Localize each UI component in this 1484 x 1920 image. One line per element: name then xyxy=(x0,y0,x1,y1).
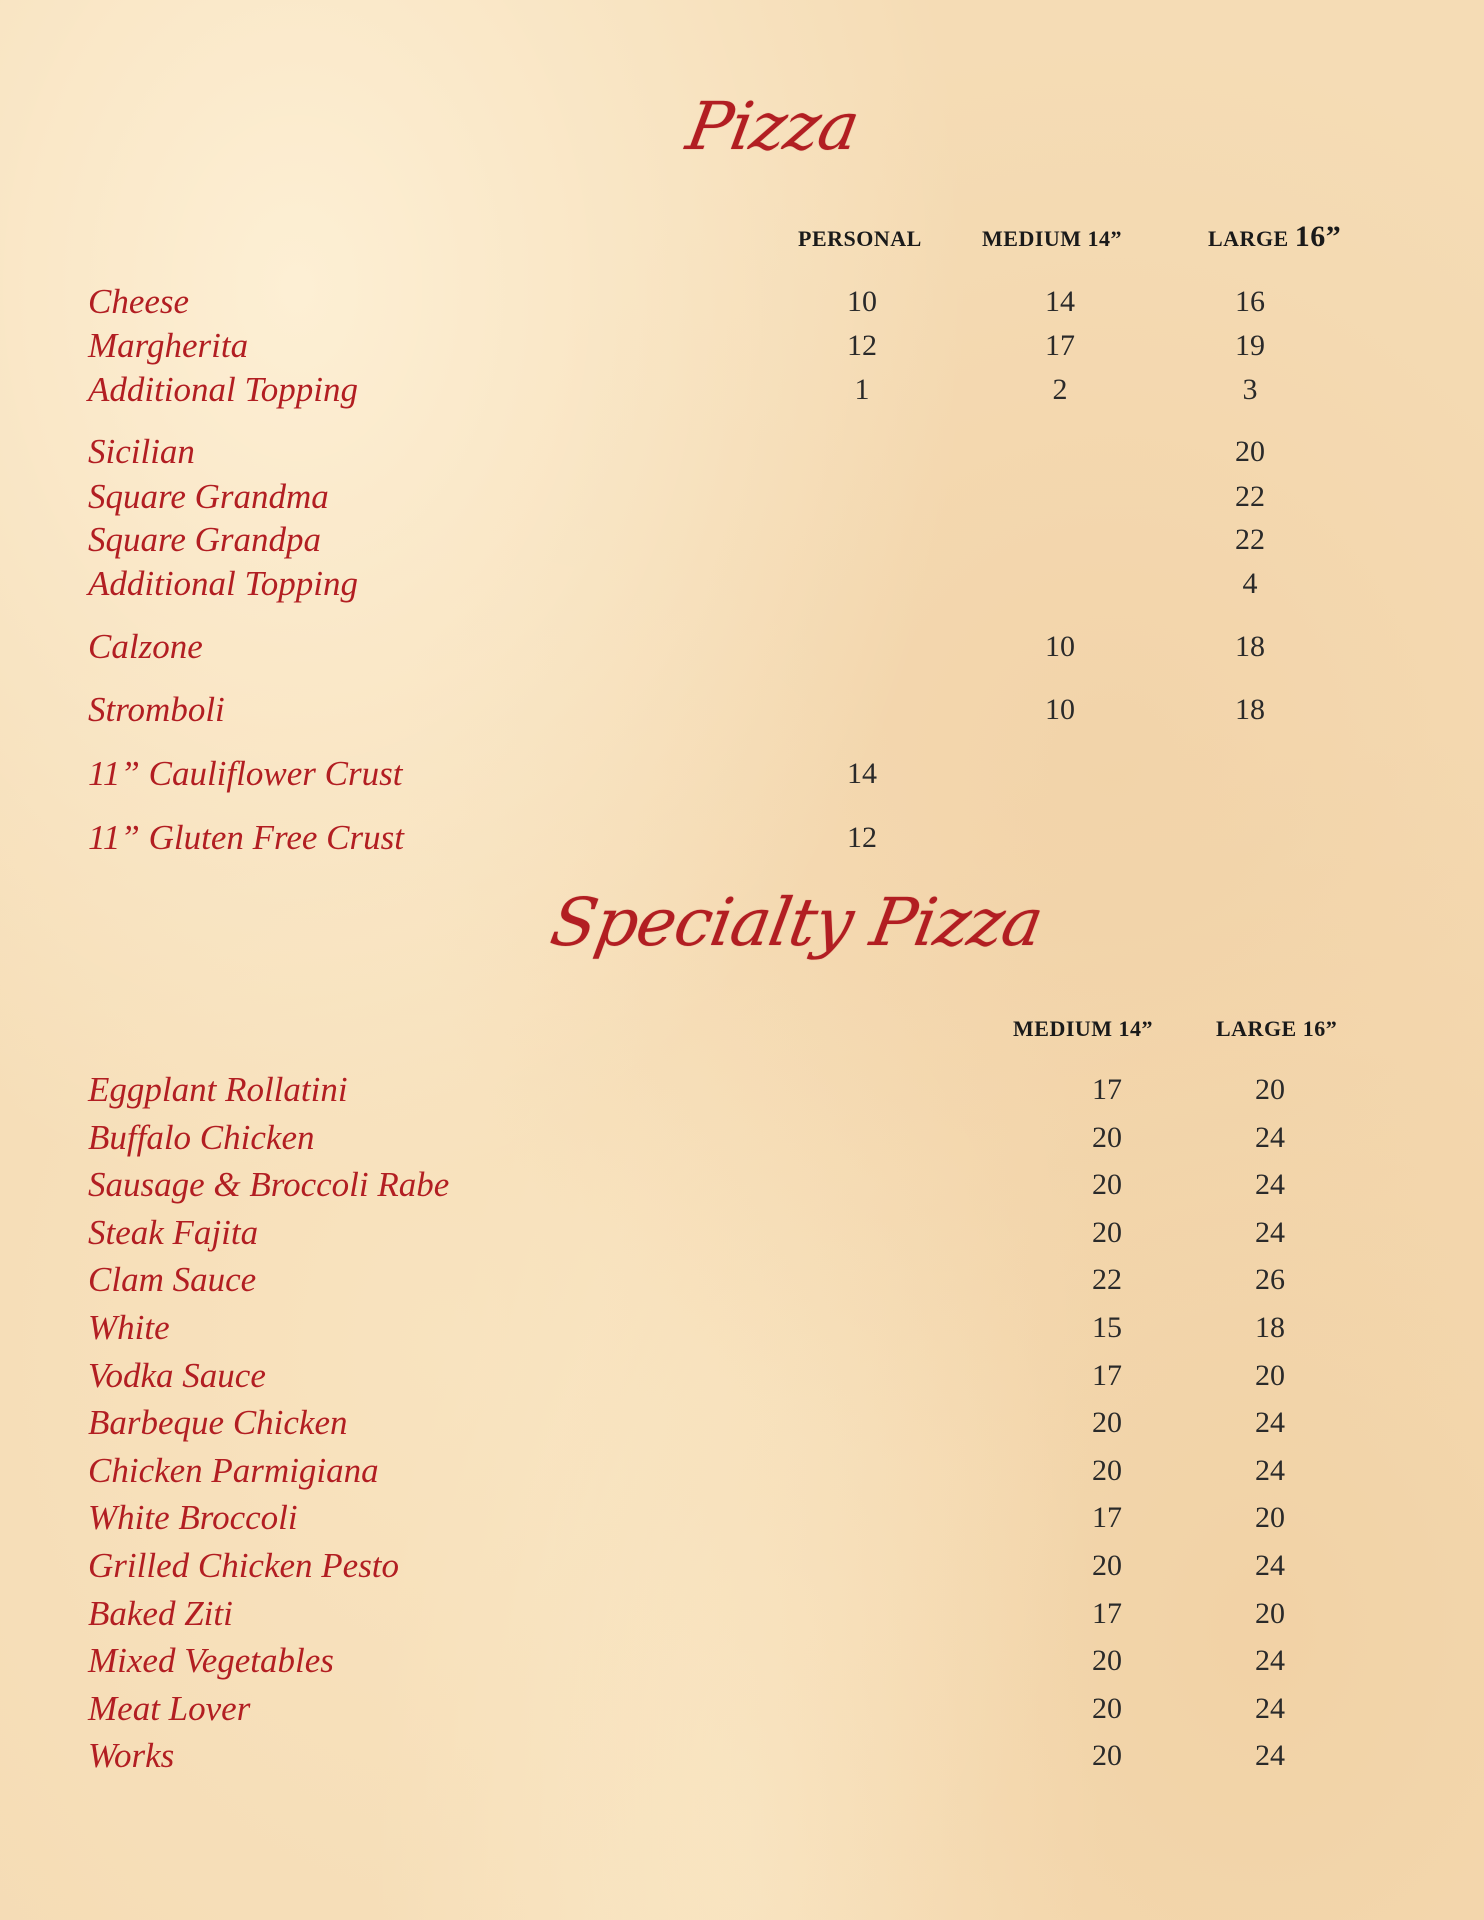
pizza-price-medium: 10 xyxy=(1045,630,1075,663)
specialty-item-name: Mixed Vegetables xyxy=(88,1641,334,1681)
specialty-price-medium: 20 xyxy=(1092,1453,1122,1487)
specialty-price-large: 24 xyxy=(1255,1215,1285,1249)
pizza-item-name: 11” Gluten Free Crust xyxy=(88,818,404,857)
specialty-price-medium: 17 xyxy=(1092,1501,1122,1535)
specialty-price-large: 26 xyxy=(1255,1263,1285,1297)
specialty-price-medium: 22 xyxy=(1092,1263,1122,1297)
pizza-price-large: 22 xyxy=(1235,523,1265,556)
pizza-item-name: Additional Topping xyxy=(88,370,359,409)
specialty-price-medium: 20 xyxy=(1092,1215,1122,1249)
specialty-header-medium: MEDIUM 14” xyxy=(1013,1016,1154,1041)
pizza-price-personal: 12 xyxy=(847,821,877,854)
specialty-price-medium: 20 xyxy=(1092,1549,1122,1582)
specialty-item-name: Vodka Sauce xyxy=(88,1355,266,1395)
pizza-item-name: Calzone xyxy=(88,627,203,666)
pizza-price-personal: 10 xyxy=(847,285,877,318)
pizza-header-large xyxy=(1208,220,1341,254)
pizza-price-medium: 17 xyxy=(1045,329,1075,362)
pizza-price-personal: 1 xyxy=(854,373,870,406)
specialty-price-large: 20 xyxy=(1255,1501,1285,1535)
specialty-price-large: 20 xyxy=(1255,1596,1285,1630)
specialty-item-name: Buffalo Chicken xyxy=(88,1117,315,1157)
specialty-price-medium: 20 xyxy=(1092,1691,1122,1725)
specialty-price-large: 24 xyxy=(1255,1406,1285,1440)
pizza-price-large: 4 xyxy=(1242,567,1258,600)
specialty-item-name: Clam Sauce xyxy=(88,1260,257,1300)
specialty-title: Specialty Pizza xyxy=(545,884,1049,961)
pizza-price-large: 18 xyxy=(1235,693,1265,726)
specialty-item-name: White xyxy=(88,1308,170,1347)
specialty-item-name: Baked Ziti xyxy=(88,1593,233,1633)
specialty-item-name: Works xyxy=(88,1736,175,1776)
pizza-item-name: Additional Topping xyxy=(88,564,359,603)
pizza-header-medium: MEDIUM 14” xyxy=(982,226,1123,251)
pizza-price-personal: 12 xyxy=(847,329,877,362)
specialty-price-large: 24 xyxy=(1255,1549,1285,1582)
specialty-price-medium: 20 xyxy=(1092,1739,1122,1773)
pizza-price-large: 19 xyxy=(1235,329,1265,362)
specialty-price-medium: 20 xyxy=(1092,1168,1122,1202)
specialty-price-large: 24 xyxy=(1255,1453,1285,1487)
specialty-price-medium: 17 xyxy=(1092,1358,1122,1392)
specialty-price-large: 24 xyxy=(1255,1168,1285,1202)
specialty-item-name: Eggplant Rollatini xyxy=(88,1070,348,1109)
specialty-item-name: Meat Lover xyxy=(88,1688,251,1728)
pizza-header-large-size: 16” xyxy=(1294,220,1342,253)
pizza-price-large: 20 xyxy=(1235,435,1265,468)
pizza-price-large: 16 xyxy=(1235,285,1265,318)
pizza-header-large-label: LARGE xyxy=(1208,226,1289,251)
specialty-item-name: Barbeque Chicken xyxy=(88,1403,348,1443)
pizza-price-large: 18 xyxy=(1235,630,1265,663)
pizza-header-personal: PERSONAL xyxy=(798,226,922,251)
pizza-price-medium: 2 xyxy=(1052,373,1068,406)
pizza-item-name: Stromboli xyxy=(88,690,225,729)
specialty-header-large: LARGE 16” xyxy=(1216,1016,1338,1041)
specialty-price-medium: 15 xyxy=(1092,1311,1122,1344)
specialty-item-name: Grilled Chicken Pesto xyxy=(88,1546,400,1585)
pizza-item-name: Square Grandma xyxy=(88,477,329,516)
specialty-price-large: 24 xyxy=(1255,1691,1285,1725)
specialty-price-medium: 20 xyxy=(1092,1406,1122,1440)
pizza-item-name: Cheese xyxy=(88,282,190,321)
pizza-item-name: 11” Cauliflower Crust xyxy=(88,754,403,793)
specialty-price-large: 20 xyxy=(1255,1358,1285,1392)
pizza-title: Pizza xyxy=(681,88,865,165)
specialty-price-large: 20 xyxy=(1255,1073,1285,1106)
pizza-item-name: Sicilian xyxy=(88,432,195,471)
pizza-price-personal: 14 xyxy=(847,757,877,790)
pizza-item-name: Square Grandpa xyxy=(88,520,322,559)
specialty-price-large: 24 xyxy=(1255,1739,1285,1773)
specialty-item-name: White Broccoli xyxy=(88,1498,298,1538)
specialty-price-medium: 20 xyxy=(1092,1644,1122,1678)
specialty-price-large: 18 xyxy=(1255,1311,1285,1344)
pizza-price-large: 22 xyxy=(1235,480,1265,513)
specialty-price-large: 24 xyxy=(1255,1120,1285,1154)
pizza-item-name: Margherita xyxy=(88,326,249,365)
specialty-price-large: 24 xyxy=(1255,1644,1285,1678)
specialty-price-medium: 17 xyxy=(1092,1073,1122,1106)
specialty-item-name: Chicken Parmigiana xyxy=(88,1450,379,1490)
specialty-item-name: Sausage & Broccoli Rabe xyxy=(88,1165,450,1205)
specialty-price-medium: 17 xyxy=(1092,1596,1122,1630)
specialty-price-medium: 20 xyxy=(1092,1120,1122,1154)
pizza-price-medium: 10 xyxy=(1045,693,1075,726)
specialty-item-name: Steak Fajita xyxy=(88,1212,259,1252)
pizza-price-large: 3 xyxy=(1242,373,1258,406)
pizza-price-medium: 14 xyxy=(1045,285,1075,318)
